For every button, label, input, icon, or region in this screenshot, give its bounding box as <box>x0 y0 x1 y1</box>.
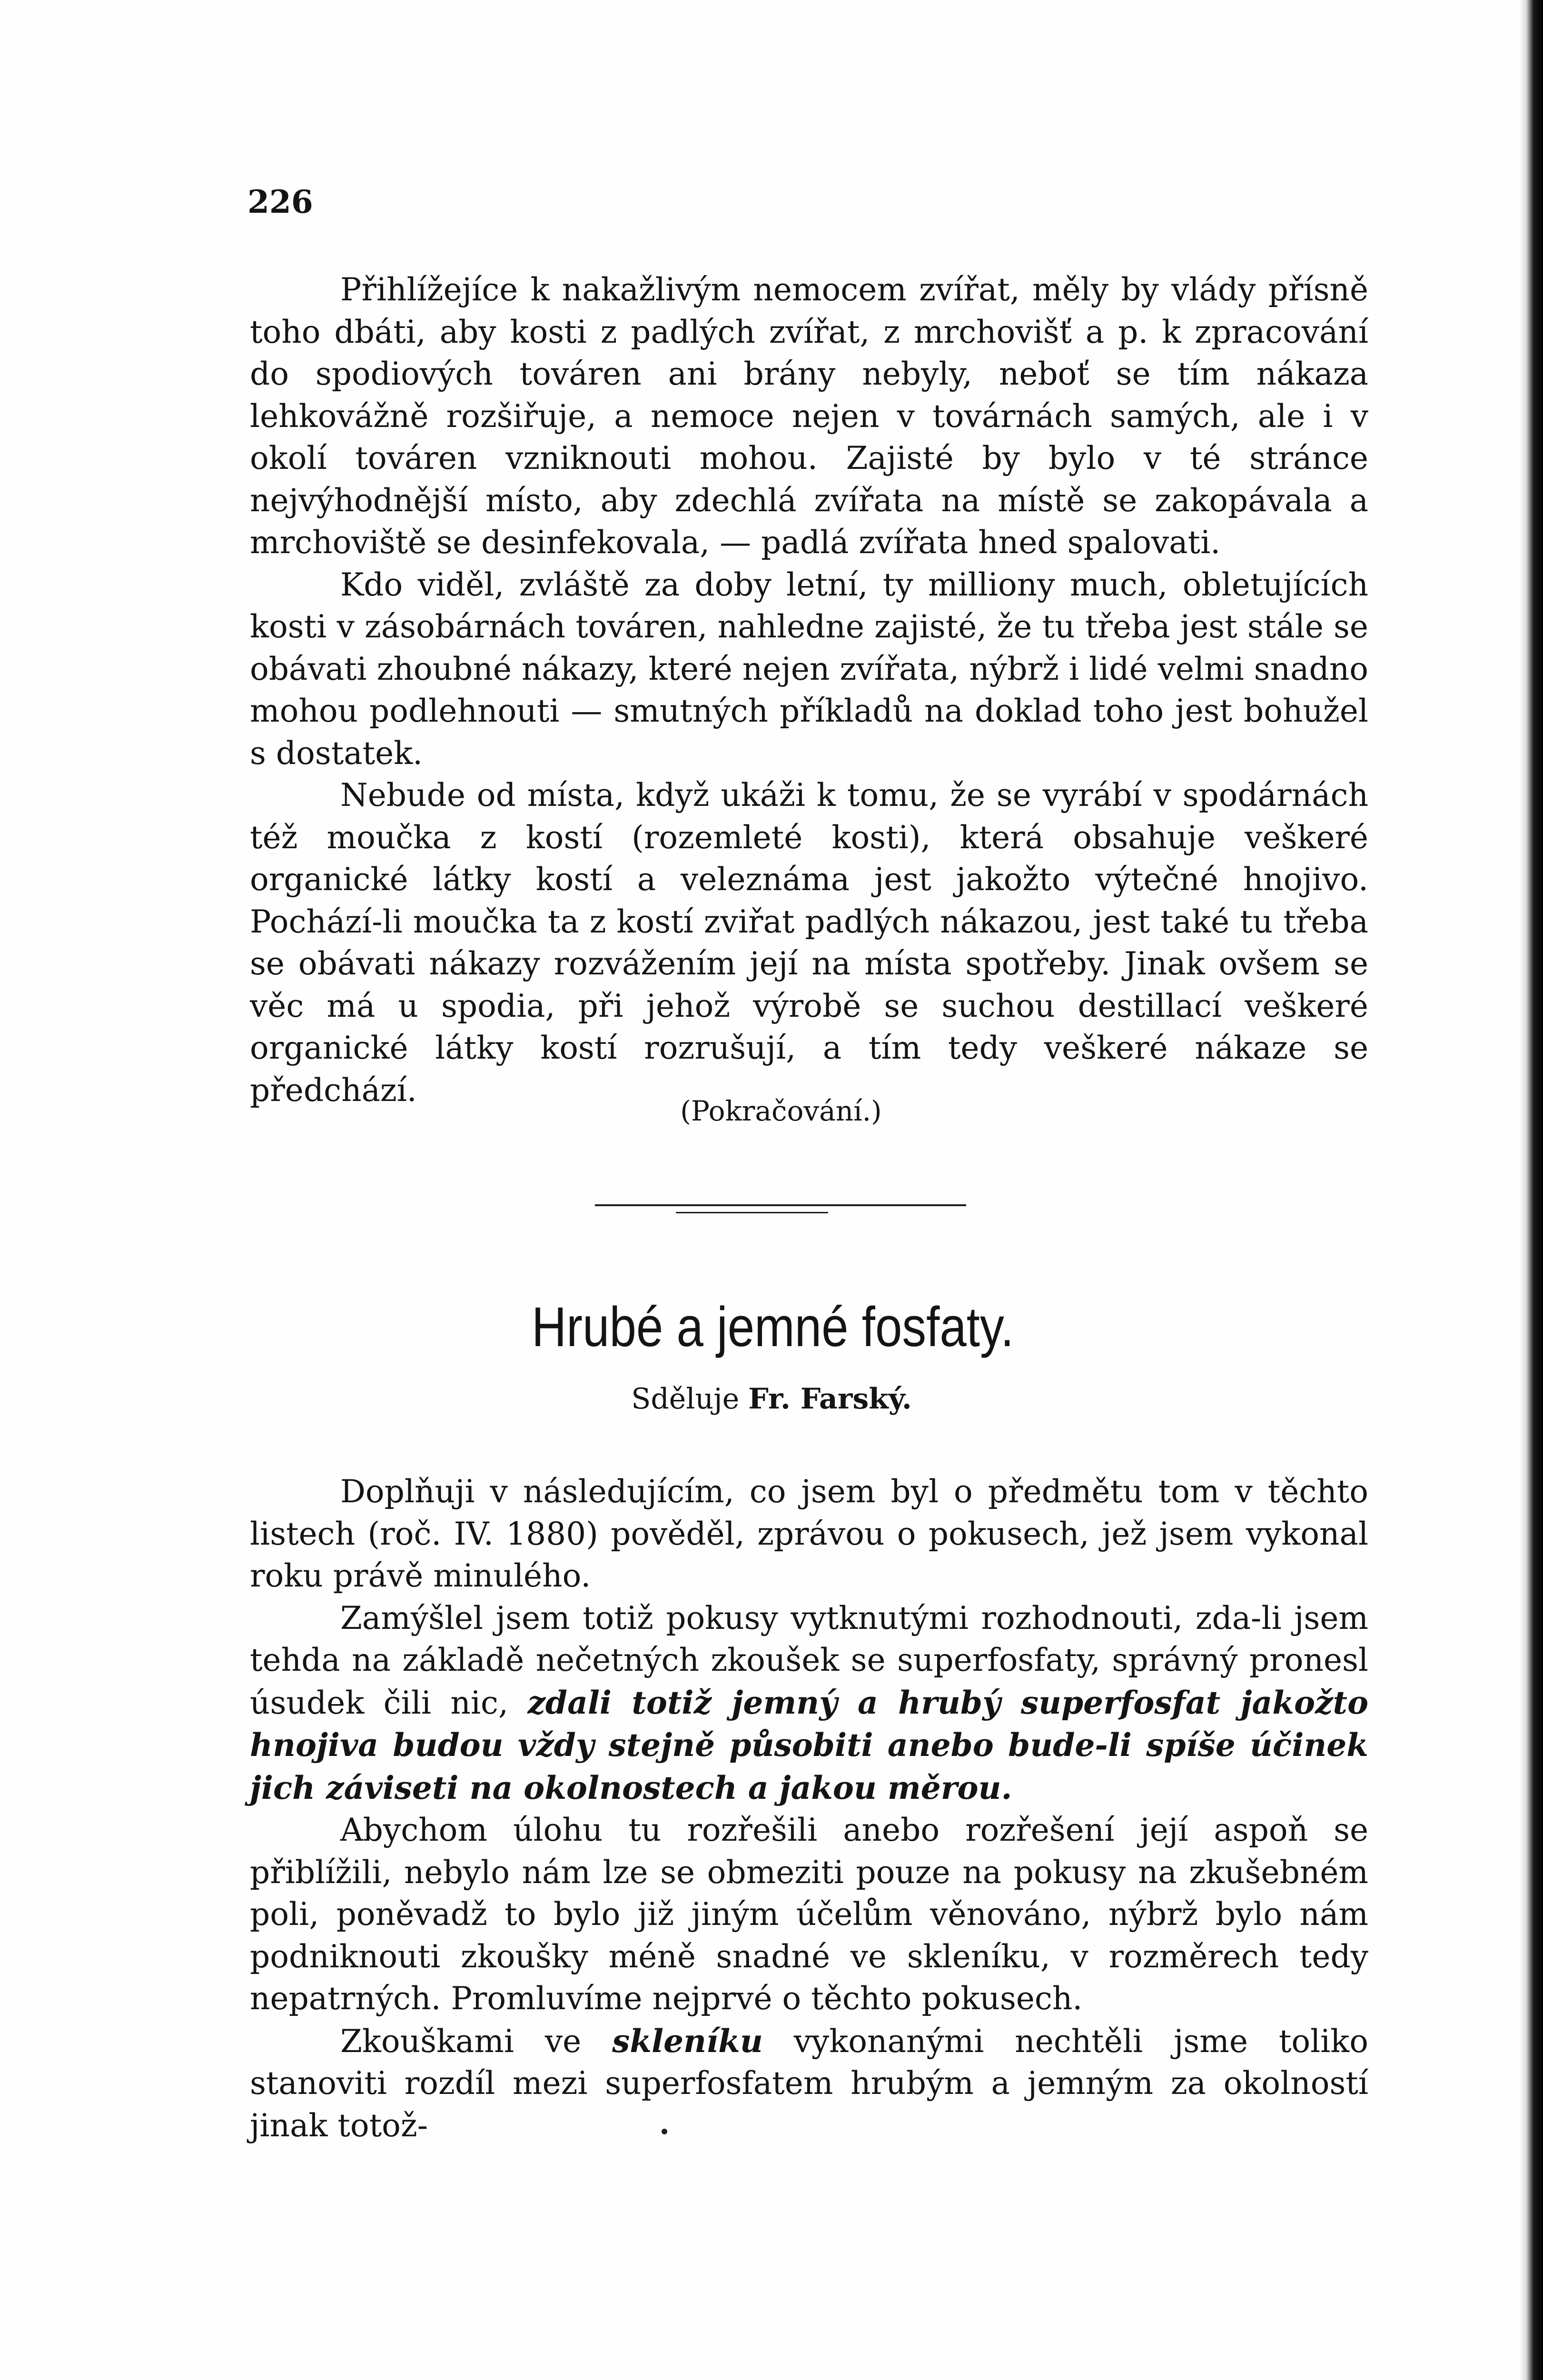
continuation-note: (Pokračování.) <box>680 1095 882 1127</box>
article-byline <box>0 1378 1543 1420</box>
section-divider-short <box>676 1212 828 1213</box>
emphasized-text: zdali totiž jemný a hrubý superfosfat jakožto hnojiva budou vždy stejně působiti anebo bude-li spíše účinek jich záviseti na okolnostech a jakou měrou. <box>250 1684 1368 1806</box>
paragraph: Kdo viděl, zvláště za doby letní, ty milliony much, obletujících kosti v zásobárnách továren, nahledne zajisté, že tu třeba jest stále se obávati zhoubné nákazy, které nejen zvířata, nýbrž i lidé velmi snadno mohou podlehnouti — smutných příkladů na doklad toho jest bohužel s dostatek. <box>250 566 1368 772</box>
paragraph: Nebude od místa, když ukáži k tomu, že se vyrábí v spodárnách též moučka z kostí (rozemleté kosti), která obsahuje veškeré organické látky kostí a veleznáma jest jakožto výtečné hnojivo. Pochází-li moučka ta z kostí zviřat padlých nákazou, jest také tu třeba se obávati nákazy rozvážením její na místa spotřeby. Jinak ovšem se věc má u spodia, při jehož výrobě se suchou destillací veškeré organické látky kostí rozrušují, a tím tedy veškeré nákaze se předchází. <box>250 777 1368 1109</box>
paragraph: Abychom úlohu tu rozřešili anebo rozřešení její aspoň se přiblížili, nebylo nám lze se obmeziti pouze na pokusy na zkušebném poli, poněvadž to bylo již jiným účelům věnováno, nýbrž bylo nám podniknouti zkoušky méně snadné ve skleníku, v rozměrech tedy nepatrných. Promluvíme nejprvé o těchto pokusech. <box>250 1812 1368 2017</box>
byline-author: Fr. Farský. <box>748 1382 912 1416</box>
paragraph: Přihlížejíce k nakažlivým nemocem zvířat, měly by vlády přísně toho dbáti, aby kosti z padlých zvířat, z mrchovišť a p. k zpracování do spodiových továren ani brány nebyly, neboť se tím nákaza lehkovážně rozšiřuje, a nemoce nejen v továrnách samých, ale i v okolí továren vzniknouti mohou. Zajisté by bylo v té stránce nejvýhodnější místo, aby zdechlá zvířata na místě se zakopávala a mrchoviště se desinfekovala, — padlá zvířata hned spalovati. <box>250 271 1368 561</box>
paragraph <box>250 2020 1368 2147</box>
scan-edge <box>1519 0 1543 2380</box>
paragraph: Doplňuji v následujícím, co jsem byl o předmětu tom v těchto listech (roč. IV. 1880) pověděl, zprávou o pokusech, jež jsem vykonal roku právě minulého. <box>250 1473 1368 1594</box>
byline-prefix: Sděluje <box>631 1382 740 1416</box>
continued-article <box>250 269 1368 1111</box>
article-title: Hrubé a jemné fosfaty. <box>531 1296 1014 1359</box>
article-body <box>250 1471 1368 2147</box>
emphasized-text: skleníku <box>612 2022 763 2060</box>
paragraph <box>250 1597 1368 1810</box>
paragraph-text: vykonanými nechtěli jsme toliko stanoviti rozdíl mezi superfosfatem hrubým a jemným za okolností jinak totož- <box>250 2023 1369 2144</box>
paragraph-text: Zkouškami ve <box>340 2023 582 2060</box>
signature-mark <box>662 2129 667 2134</box>
page-number: 226 <box>247 183 313 220</box>
paragraph-text: Zamýšlel jsem totiž pokusy vytknutými rozhodnouti, zda-li jsem tehda na základě nečetných zkoušek se superfosfaty, správný pronesl úsudek čili nic, <box>250 1599 1368 1721</box>
section-divider <box>595 1204 966 1206</box>
